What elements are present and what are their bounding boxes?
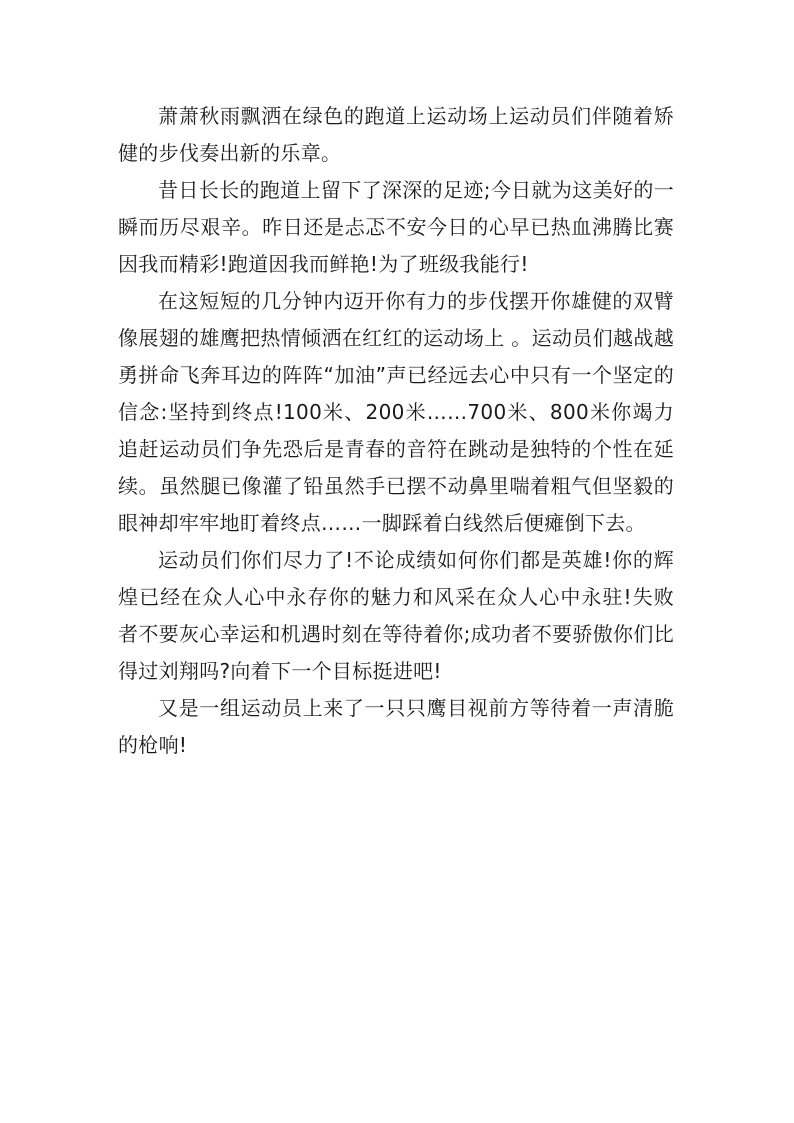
- paragraph-4: 运动员们你们尽力了!不论成绩如何你们都是英雄!你的辉煌已经在众人心中永存你的魅力和风采在众人心中永驻!失败者不要灰心幸运和机遇时刻在等待着你;成功者不要骄傲你们比得过刘翔吗?向着下一个目标挺进吧!: [118, 548, 674, 683]
- paragraph-3: 在这短短的几分钟内迈开你有力的步伐摆开你雄健的双臂像展翅的雄鹰把热情倾洒在红红的运动场上 。运动员们越战越勇拼命飞奔耳边的阵阵“加油”声已经远去心中只有一个坚定的信念:坚持到终点!100米、200米……700米、800米你竭力追赶运动员们争先恐后是青春的音符在跳动是独特的个性在延续。虽然腿已像灌了铅虽然手已摆不动鼻里喘着粗气但坚毅的眼神却牢牢地盯着终点……一脚踩着白线然后便瘫倒下去。: [118, 289, 674, 535]
- paragraph-1: 萧萧秋雨飘洒在绿色的跑道上运动场上运动员们伴随着矫健的步伐奏出新的乐章。: [118, 104, 674, 165]
- paragraph-5: 又是一组运动员上来了一只只鹰目视前方等待着一声清脆的枪响!: [118, 696, 674, 757]
- document-body: [118, 98, 674, 764]
- paragraph-2: 昔日长长的跑道上留下了深深的足迹;今日就为这美好的一瞬而历尽艰辛。昨日还是忐忑不安今日的心早已热血沸腾比赛因我而精彩!跑道因我而鲜艳!为了班级我能行!: [118, 178, 674, 276]
